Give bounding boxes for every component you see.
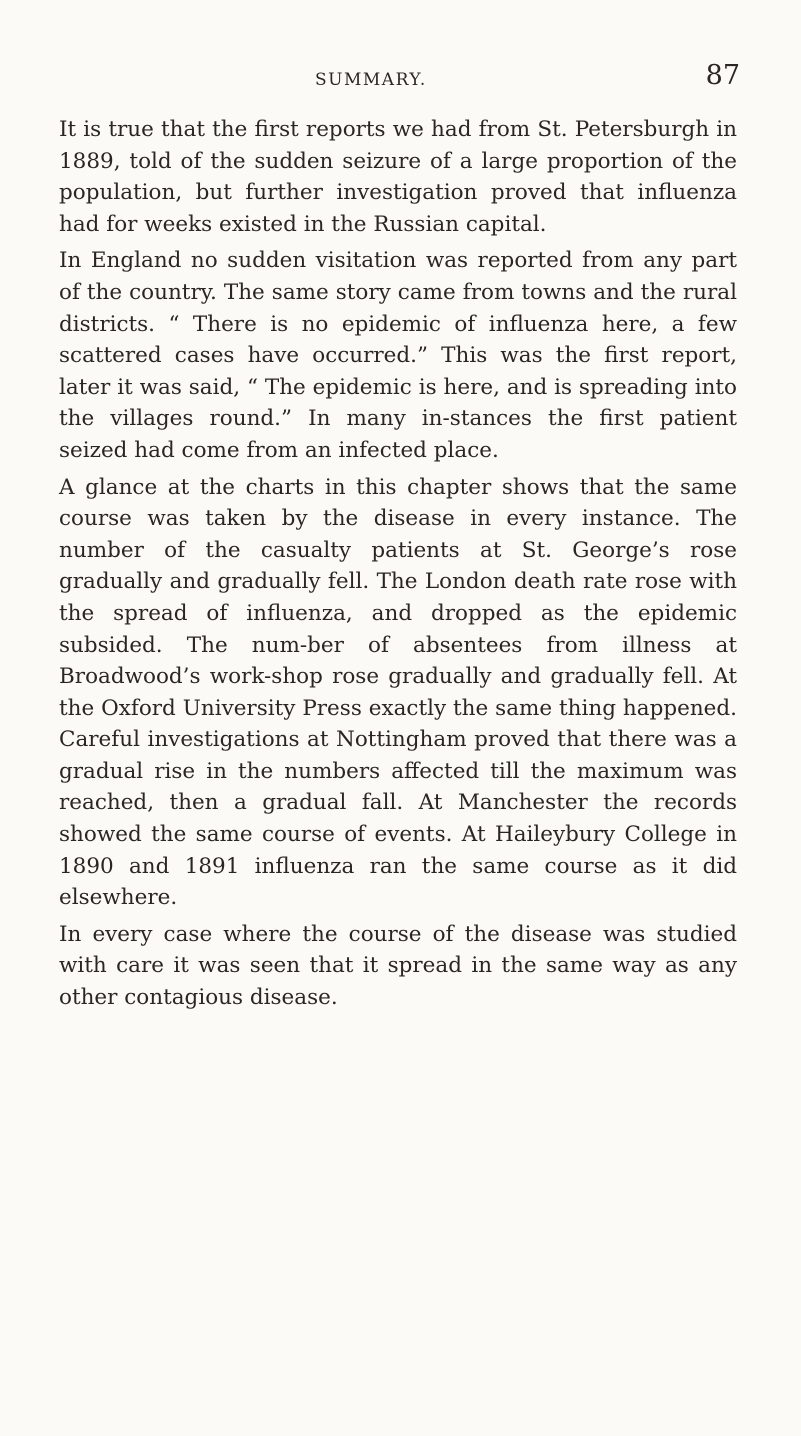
paragraph-2: In England no sudden visitation was reported from any part of the country. The same story came from towns and the rural districts. “ There is no epidemic of influenza here, a few scattered cases have occurred.” This was the first report, later it was said, “ The epidemic is here, and is spreading into the villages round.” In many in-stances the first patient seized had come from an infected place. — [59, 248, 737, 463]
paragraph-1: It is true that the first reports we had from St. Petersburgh in 1889, told of the sudden seizure of a large proportion of the population, but further investigation proved that influenza had for weeks existed in the Russian capital. — [59, 117, 737, 237]
running-title: SUMMARY. — [315, 70, 427, 90]
page-number: 87 — [705, 60, 740, 91]
paragraph-3: A glance at the charts in this chapter shows that the same course was taken by the disease in every instance. The number of the casualty patients at St. George’s rose gradually and gradually fell. The London death rate rose with the spread of influenza, and dropped as the epidemic subsided. The num-ber of absentees from illness at Broadwood’s work-shop rose gradually and gradually fell. At the Oxford University Press exactly the same thing happened. Careful investigations at Nottingham proved that there was a gradual rise in the numbers affected till the maximum was reached, then a gradual fall. At Manchester the records showed the same course of events. At Haileybury College in 1890 and 1891 influenza ran the same course as it did elsewhere. — [59, 474, 737, 911]
paragraph-4: In every case where the course of the disease was studied with care it was seen that it spread in the same way as any other contagious disease. — [59, 921, 737, 1011]
body-text — [59, 114, 737, 1019]
running-header — [60, 60, 740, 100]
